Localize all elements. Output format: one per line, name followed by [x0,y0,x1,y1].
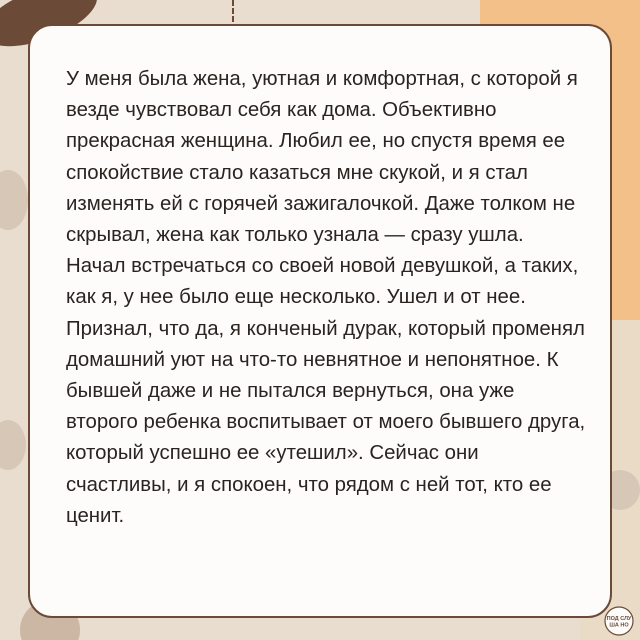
decor-leaf [0,170,28,230]
svg-text:ША НО: ША НО [609,622,629,629]
svg-text:ПОД СЛУ: ПОД СЛУ [606,616,632,622]
podslushano-logo [604,606,634,636]
story-text: У меня была жена, уютная и комфортная, с которой я везде чувствовал себя как дома. Объективно прекрасная женщина. Любил ее, но спустя время ее спокойствие стало казаться мне скукой, и я стал изменять ей с горячей зажигалочкой. Даже толком не скрывал, жена как только узнала — сразу ушла. Начал встречаться со своей новой девушкой, а таких, как я, у нее было еще несколько. Ушел и от нее. Признал, что да, я конченый дурак, который променял домашний уют на что-то невнятное и непонятное. К бывшей даже и не пытался вернуться, она уже второго ребенка воспитывает от моего бывшего друга, который успешно ее «утешил». Сейчас они счастливы, и я спокоен, что рядом с ней тот, кто ее ценит. [66,68,586,527]
decor-leaf [0,420,26,470]
story-card [28,24,612,618]
